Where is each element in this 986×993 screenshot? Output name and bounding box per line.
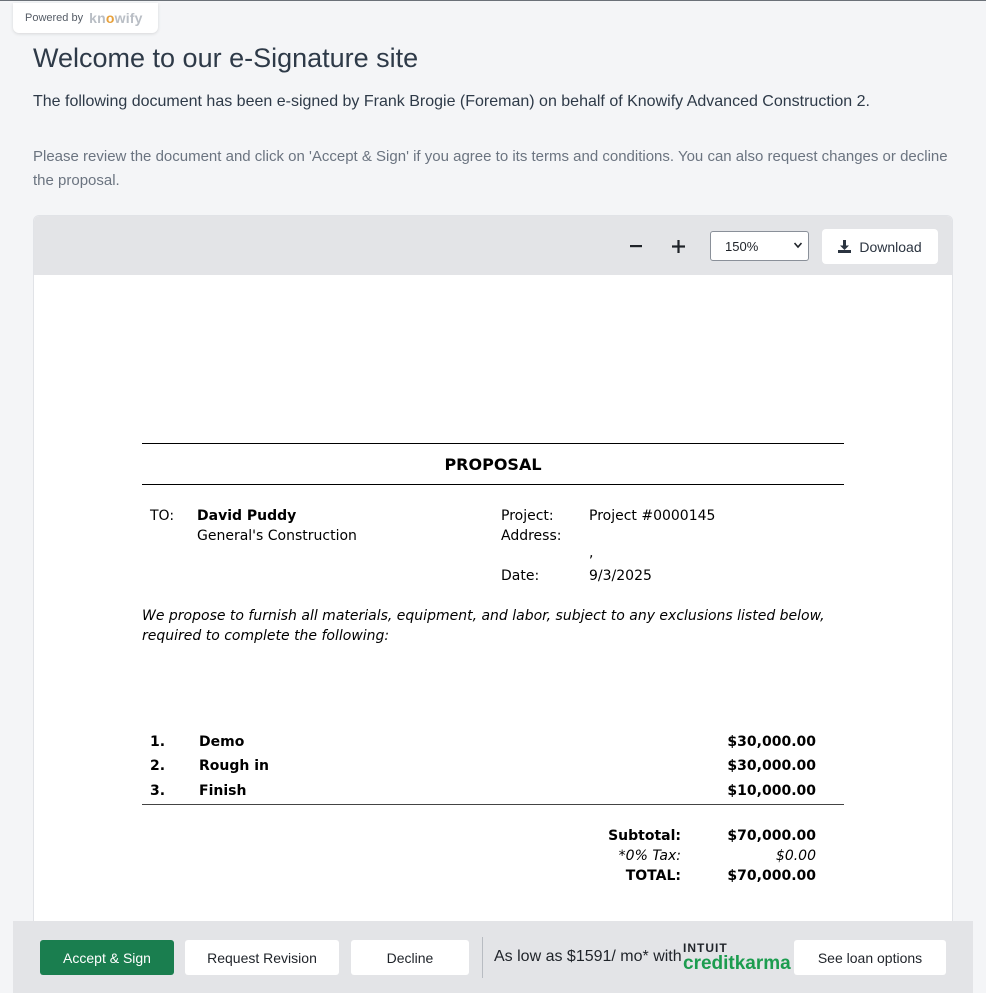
- item-number: 3.: [150, 783, 166, 799]
- to-label: TO:: [150, 508, 175, 524]
- item-amount: $30,000.00: [727, 734, 816, 750]
- title-bottom-rule: [142, 484, 844, 485]
- download-button[interactable]: [822, 229, 938, 264]
- loan-offer-text: As low as $1591/ mo* with: [494, 948, 682, 965]
- accept-sign-button[interactable]: Accept & Sign: [40, 940, 174, 975]
- project-value: Project #0000145: [589, 508, 716, 524]
- download-label: Download: [859, 238, 922, 255]
- zoom-level-select[interactable]: [710, 231, 809, 261]
- item-amount: $10,000.00: [727, 783, 816, 799]
- address-label: Address:: [501, 528, 562, 544]
- item-number: 1.: [150, 734, 166, 750]
- item-number: 2.: [150, 758, 166, 774]
- intro-text-line-1: We propose to furnish all materials, equipment, and labor, subject to any exclusions listed below,: [142, 608, 825, 624]
- date-label: Date:: [501, 568, 540, 584]
- minus-icon: [630, 240, 642, 252]
- download-icon: [838, 240, 851, 253]
- item-name: Rough in: [199, 758, 269, 774]
- intro-text-line-2: required to complete the following:: [142, 628, 390, 644]
- title-top-rule: [142, 443, 844, 444]
- knowify-logo: knowify: [89, 10, 143, 26]
- subtotal-label: Subtotal:: [608, 828, 681, 844]
- date-value: 9/3/2025: [589, 568, 652, 584]
- document-title: PROPOSAL: [444, 455, 542, 474]
- creditkarma-logo: [683, 941, 791, 973]
- tax-label: *0% Tax:: [618, 848, 681, 864]
- zoom-in-button[interactable]: [665, 233, 691, 259]
- client-name: David Puddy: [197, 508, 297, 524]
- action-bar: [13, 921, 973, 993]
- action-divider: [482, 937, 483, 978]
- see-loan-options-button[interactable]: See loan options: [794, 940, 946, 975]
- zoom-level-value: 150%: [725, 238, 759, 254]
- document-page: [34, 275, 952, 934]
- intuit-wordmark: INTUIT: [683, 941, 728, 955]
- decline-button[interactable]: Decline: [351, 940, 469, 975]
- creditkarma-wordmark: creditkarma: [683, 953, 791, 974]
- total-value: $70,000.00: [727, 868, 816, 884]
- powered-by-label: Powered by: [25, 12, 84, 24]
- request-revision-button[interactable]: Request Revision: [185, 940, 339, 975]
- page-title: Welcome to our e-Signature site: [33, 43, 419, 73]
- client-company: General's Construction: [197, 528, 357, 544]
- subtotal-value: $70,000.00: [727, 828, 816, 844]
- total-label: TOTAL:: [625, 868, 681, 884]
- viewer-toolbar: [34, 216, 952, 275]
- project-label: Project:: [501, 508, 554, 524]
- address-value: ,: [589, 545, 594, 561]
- signed-by-text: The following document has been e-signed by Frank Brogie (Foreman) on behalf of Knowify Advanced Construction 2.: [33, 93, 870, 110]
- document-viewer: [33, 215, 953, 935]
- item-name: Demo: [199, 734, 245, 750]
- plus-icon: [672, 240, 685, 253]
- items-bottom-rule: [142, 804, 844, 805]
- tax-value: $0.00: [775, 848, 816, 864]
- zoom-out-button[interactable]: [623, 233, 649, 259]
- powered-by-badge: [13, 3, 158, 33]
- item-amount: $30,000.00: [727, 758, 816, 774]
- instructions-text: Please review the document and click on 'Accept & Sign' if you agree to its terms and conditions. You can also request changes or decline the proposal.: [33, 148, 948, 189]
- chevron-down-icon: [794, 241, 802, 249]
- item-name: Finish: [199, 783, 247, 799]
